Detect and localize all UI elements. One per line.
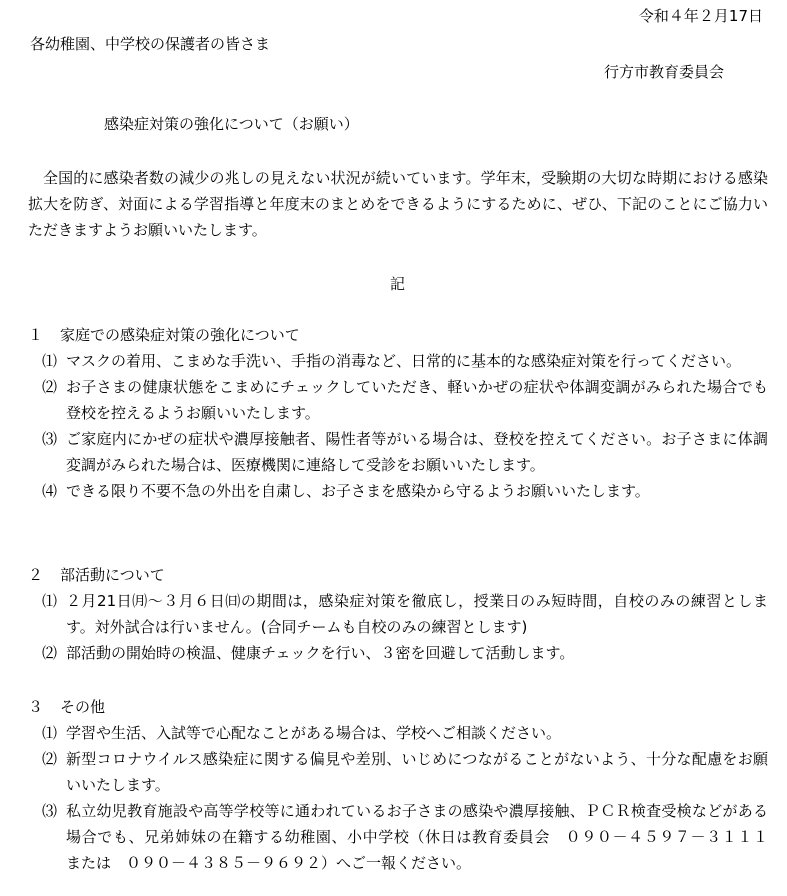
section-title: 部活動について [60,566,165,584]
intro-paragraph: 全国的に感染者数の減少の兆しの見えない状況が続いています。学年末，受験期の大切な時期における感染拡大を防ぎ、対面による学習指導と年度末のまとめをできるようにするために、ぜひ、下記のことにご協力いただきますようお願いいたします。 [28,169,768,239]
list-item [28,746,768,798]
section-club-activities [28,562,768,666]
item-number: ⑶ [42,430,58,448]
ki-heading: 記 [390,275,406,293]
recipient-line: 各幼稚園、中学校の保護者の皆さま [30,35,271,53]
item-text: ご家庭内にかぜの症状や濃厚接触者、陽性者等がいる場合は、登校を控えてください。お子さまに体調変調がみられた場合は、医療機関に連絡して受診をお願いいたします。 [66,430,768,474]
item-text: マスクの着用、こまめな手洗い、手指の消毒など、日常的に基本的な感染症対策を行ってください。 [66,352,742,370]
list-item [28,348,768,374]
item-text: 学習や生活、入試等で心配なことがある場合は、学校へご相談ください。 [66,724,562,742]
item-number: ⑵ [42,644,58,662]
section-number: ２ [28,566,44,584]
section-number: ３ [28,698,44,716]
item-text: 私立幼児教育施設や高等学校等に通われているお子さまの感染や濃厚接触、ＰＣＲ検査受検などがある場合でも、兄弟姉妹の在籍する幼稚園、小中学校（休日は教育委員会 ０９０－４５９７－３１１１ または ０９０－４３８５－９６９２）へご一報ください。 [66,802,784,872]
list-item [28,478,768,504]
list-item [28,374,768,426]
document-date: 令和４年２月17日 [638,7,763,25]
sender-line: 行方市教育委員会 [604,63,725,81]
document-title: 感染症対策の強化について（お願い） [104,115,359,133]
section-title: その他 [60,698,106,716]
list-item [28,798,784,876]
list-item [28,588,768,640]
item-text: お子さまの健康状態をこまめにチェックしていただき、軽いかぜの症状や体調変調がみられた場合でも登校を控えるようお願いいたします。 [66,378,768,422]
item-number: ⑷ [42,482,58,500]
item-text: 部活動の開始時の検温、健康チェックを行い、３密を回避して活動します。 [66,644,575,662]
item-number: ⑵ [42,750,58,768]
item-text: できる限り不要不急の外出を自粛し、お子さまを感染から守るようお願いいたします。 [66,482,650,500]
section-title: 家庭での感染症対策の強化について [60,326,300,344]
list-item [28,640,768,666]
item-number: ⑴ [42,352,58,370]
item-text: ２月21日㈪～３月６日㈰の期間は，感染症対策を徹底し，授業日のみ短時間，自校のみの練習とします。対外試合は行いません。(合同チームも自校のみの練習とします) [66,592,768,636]
section-heading [28,562,768,588]
section-other [28,694,784,876]
item-number: ⑴ [42,724,58,742]
list-item [28,426,768,478]
list-item [28,720,768,746]
item-text: 新型コロナウイルス感染症に関する偏見や差別、いじめにつながることがないよう、十分な配慮をお願いいたします。 [66,750,768,794]
section-household-measures [28,322,768,504]
item-number: ⑵ [42,378,58,396]
item-number: ⑴ [42,592,58,610]
section-heading [28,694,768,720]
item-number: ⑶ [42,802,58,820]
section-number: １ [28,326,44,344]
section-heading [28,322,768,348]
